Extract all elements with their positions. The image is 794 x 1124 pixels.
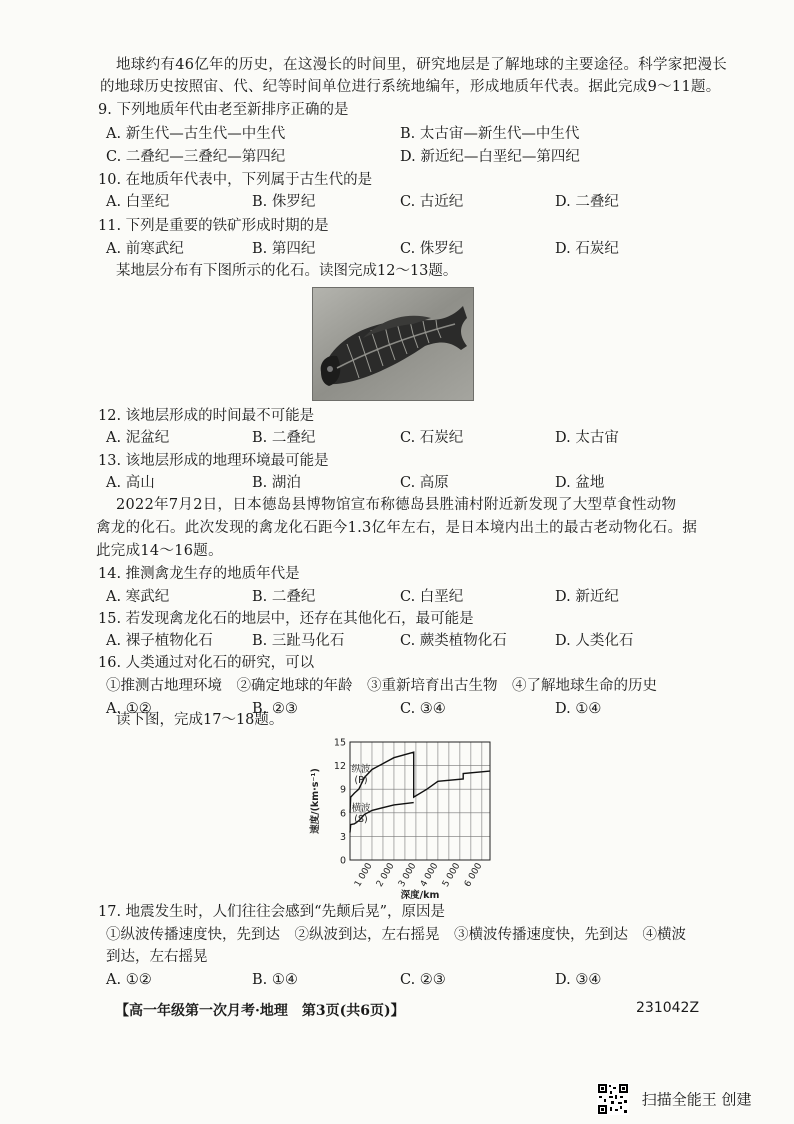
intro-17-18: 读下图，完成17～18题。 (116, 712, 284, 728)
x-tick-label: 2 000 (375, 861, 397, 889)
option-d[interactable]: D. 太古宙 (555, 430, 619, 446)
question-10-stem: 10. 在地质年代表中，下列属于古生代的是 (98, 172, 373, 188)
option-c[interactable]: C. 白垩纪 (400, 589, 464, 605)
y-tick-label: 0 (339, 855, 346, 867)
option-d[interactable]: D. ③④ (555, 972, 602, 988)
intro-9-11-line1: 地球约有46亿年的历史，在这漫长的时间里，研究地层是了解地球的主要途径。科学家把漫长 (116, 57, 728, 73)
series-label: 横波 (351, 803, 371, 815)
intro-12-13: 某地层分布有下图所示的化石。读图完成12～13题。 (116, 263, 458, 279)
option-b[interactable]: B. ②③ (252, 701, 298, 717)
option-c[interactable]: C. 石炭纪 (400, 430, 464, 446)
question-16-items: ①推测古地理环境 ②确定地球的年龄 ③重新培育出古生物 ④了解地球生命的历史 (106, 678, 657, 694)
option-b[interactable]: B. 侏罗纪 (252, 194, 316, 210)
plot-frame (350, 742, 490, 860)
y-tick-label: 3 (339, 831, 346, 843)
option-b[interactable]: B. 二叠纪 (252, 430, 316, 446)
option-a[interactable]: A. 白垩纪 (106, 194, 170, 210)
question-15-stem: 15. 若发现禽龙化石的地层中，还存在其他化石，最可能是 (98, 611, 474, 627)
series-label: 纵波 (351, 763, 371, 775)
series-tag: (S) (354, 814, 368, 826)
x-tick-label: 6 000 (462, 861, 485, 889)
option-d[interactable]: D. 新近纪 (555, 589, 619, 605)
option-d[interactable]: D. 盆地 (555, 475, 605, 491)
seismic-wave-chart (290, 730, 510, 900)
option-a[interactable]: A. ①② (106, 972, 152, 988)
option-c[interactable]: C. 侏罗纪 (400, 241, 464, 257)
chart-labels (309, 738, 485, 901)
option-a[interactable]: A. 前寒武纪 (106, 241, 184, 257)
option-b[interactable]: B. 太古宙—新生代—中生代 (400, 126, 580, 142)
option-c[interactable]: C. 高原 (400, 475, 449, 491)
option-a[interactable]: A. 裸子植物化石 (106, 633, 213, 649)
fish-fossil-image (312, 287, 474, 401)
exam-code: 231042Z (636, 1000, 700, 1016)
option-b[interactable]: B. ①④ (252, 972, 298, 988)
question-9-stem: 9. 下列地质年代由老至新排序正确的是 (98, 102, 349, 118)
y-tick-label: 9 (339, 784, 346, 796)
question-11-stem: 11. 下列是重要的铁矿形成时期的是 (98, 218, 329, 234)
option-c[interactable]: C. ③④ (400, 701, 446, 717)
fish-fossil-drawing (313, 288, 473, 400)
scanner-text: 扫描全能王 创建 (641, 1090, 752, 1109)
series-line-p-wave (350, 752, 490, 813)
option-a[interactable]: A. ①② (106, 701, 152, 717)
option-b[interactable]: B. 第四纪 (252, 241, 316, 257)
question-17-items-line1: ①纵波传播速度快，先到达 ②纵波到达，左右摇晃 ③横波传播速度快，先到达 ④横波 (106, 927, 686, 943)
x-tick-label: 4 000 (418, 861, 441, 889)
question-12-stem: 12. 该地层形成的时间最不可能是 (98, 408, 315, 424)
option-b[interactable]: B. 三趾马化石 (252, 633, 345, 649)
intro-9-11-line2: 的地球历史按照宙、代、纪等时间单位进行系统地编年，形成地质年代表。据此完成9～11题。 (100, 79, 721, 95)
x-tick-label: 1 000 (353, 861, 375, 889)
option-a[interactable]: A. 寒武纪 (106, 589, 170, 605)
option-d[interactable]: D. 石炭纪 (555, 241, 619, 257)
question-17-stem: 17. 地震发生时，人们往往会感到“先颠后晃”，原因是 (98, 904, 445, 920)
chart-grid (350, 742, 490, 860)
intro-14-16-line2: 禽龙的化石。此次发现的禽龙化石距今1.3亿年左右，是日本境内出土的最古老动物化石。据 (96, 520, 698, 536)
scanner-watermark (597, 1083, 752, 1115)
page-footer: 【高一年级第一次月考·地理 第3页(共6页)】 (115, 1003, 405, 1019)
x-tick-label: 5 000 (440, 861, 463, 889)
chart-axes (350, 742, 490, 860)
qr-code-icon (597, 1083, 629, 1115)
option-d[interactable]: D. 新近纪—白垩纪—第四纪 (400, 149, 580, 165)
question-16-stem: 16. 人类通过对化石的研究，可以 (98, 655, 315, 671)
option-b[interactable]: B. 二叠纪 (252, 589, 316, 605)
series-tag: (P) (354, 774, 368, 786)
question-14-stem: 14. 推测禽龙生存的地质年代是 (98, 566, 300, 582)
option-a[interactable]: A. 高山 (106, 475, 155, 491)
option-d[interactable]: D. 二叠纪 (555, 194, 619, 210)
option-c[interactable]: C. 二叠纪—三叠纪—第四纪 (106, 149, 286, 165)
intro-14-16-line1: 2022年7月2日，日本德岛县博物馆宣布称德岛县胜浦村附近新发现了大型草食性动物 (116, 497, 677, 513)
y-tick-label: 15 (333, 737, 346, 749)
x-axis-title: 深度/km (400, 890, 440, 900)
intro-14-16-line3: 此完成14～16题。 (96, 543, 223, 559)
y-tick-label: 6 (339, 808, 346, 820)
question-13-stem: 13. 该地层形成的地理环境最可能是 (98, 453, 329, 469)
option-a[interactable]: A. 泥盆纪 (106, 430, 170, 446)
chart-series (350, 752, 490, 832)
x-tick-label: 3 000 (396, 861, 419, 889)
option-c[interactable]: C. 古近纪 (400, 194, 464, 210)
question-17-items-line2: 到达，左右摇晃 (106, 949, 208, 965)
option-d[interactable]: D. ①④ (555, 701, 602, 717)
option-c[interactable]: C. ②③ (400, 972, 446, 988)
y-axis-title: 速度/(km·s⁻¹) (310, 768, 321, 834)
option-b[interactable]: B. 湖泊 (252, 475, 301, 491)
option-d[interactable]: D. 人类化石 (555, 633, 634, 649)
option-c[interactable]: C. 蕨类植物化石 (400, 633, 507, 649)
option-a[interactable]: A. 新生代—古生代—中生代 (106, 126, 286, 142)
y-tick-label: 12 (333, 761, 346, 773)
